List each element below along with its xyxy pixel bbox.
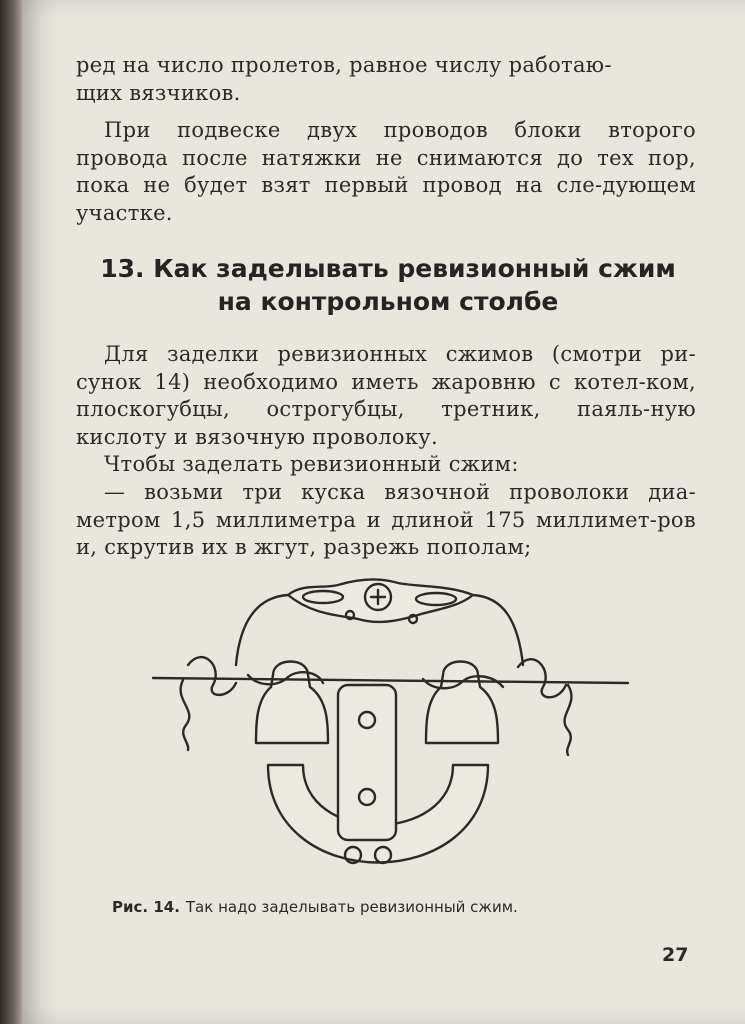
section-heading (68, 252, 708, 318)
section-title-line-2: на контрольном столбе (217, 287, 559, 316)
figure-label: Рис. 14. (112, 898, 180, 916)
figure-caption-text: Так надо заделывать ревизионный сжим. (185, 898, 518, 916)
paragraph-instruction-intro: Чтобы заделать ревизионный сжим: (104, 452, 519, 476)
section-title-line-1: 13. Как заделывать ревизионный сжим (100, 254, 676, 283)
book-page (22, 0, 745, 1024)
text-line: щих вязчиков. (76, 80, 241, 105)
paragraph-tools: Для заделки ревизионных сжимов (смотри ри-сунок 14) необходимо иметь жаровню с котел-ком, плоскогубцы, острогубцы, третник, паяль-ную кислоту и вязочную проволоку. (76, 342, 696, 449)
clamp-illustration (128, 575, 648, 885)
paragraph-two-wires: При подвеске двух проводов блоки второго провода после натяжки не снимаются до тех пор, пока не будет взят первый провод на сле-дующем участке. (76, 118, 696, 225)
book-binding-edge (0, 0, 22, 1024)
paragraph-instruction-step: — возьми три куска вязочной проволоки диа-метром 1,5 миллиметра и длиной 175 миллимет-ров и, скрутив их в жгут, разрежь пополам; (76, 480, 696, 559)
page-number: 27 (662, 944, 689, 966)
figure-caption (112, 898, 672, 916)
paragraph-continued (76, 52, 696, 107)
text-line: ред на число пролетов, равное числу работаю- (76, 53, 612, 77)
